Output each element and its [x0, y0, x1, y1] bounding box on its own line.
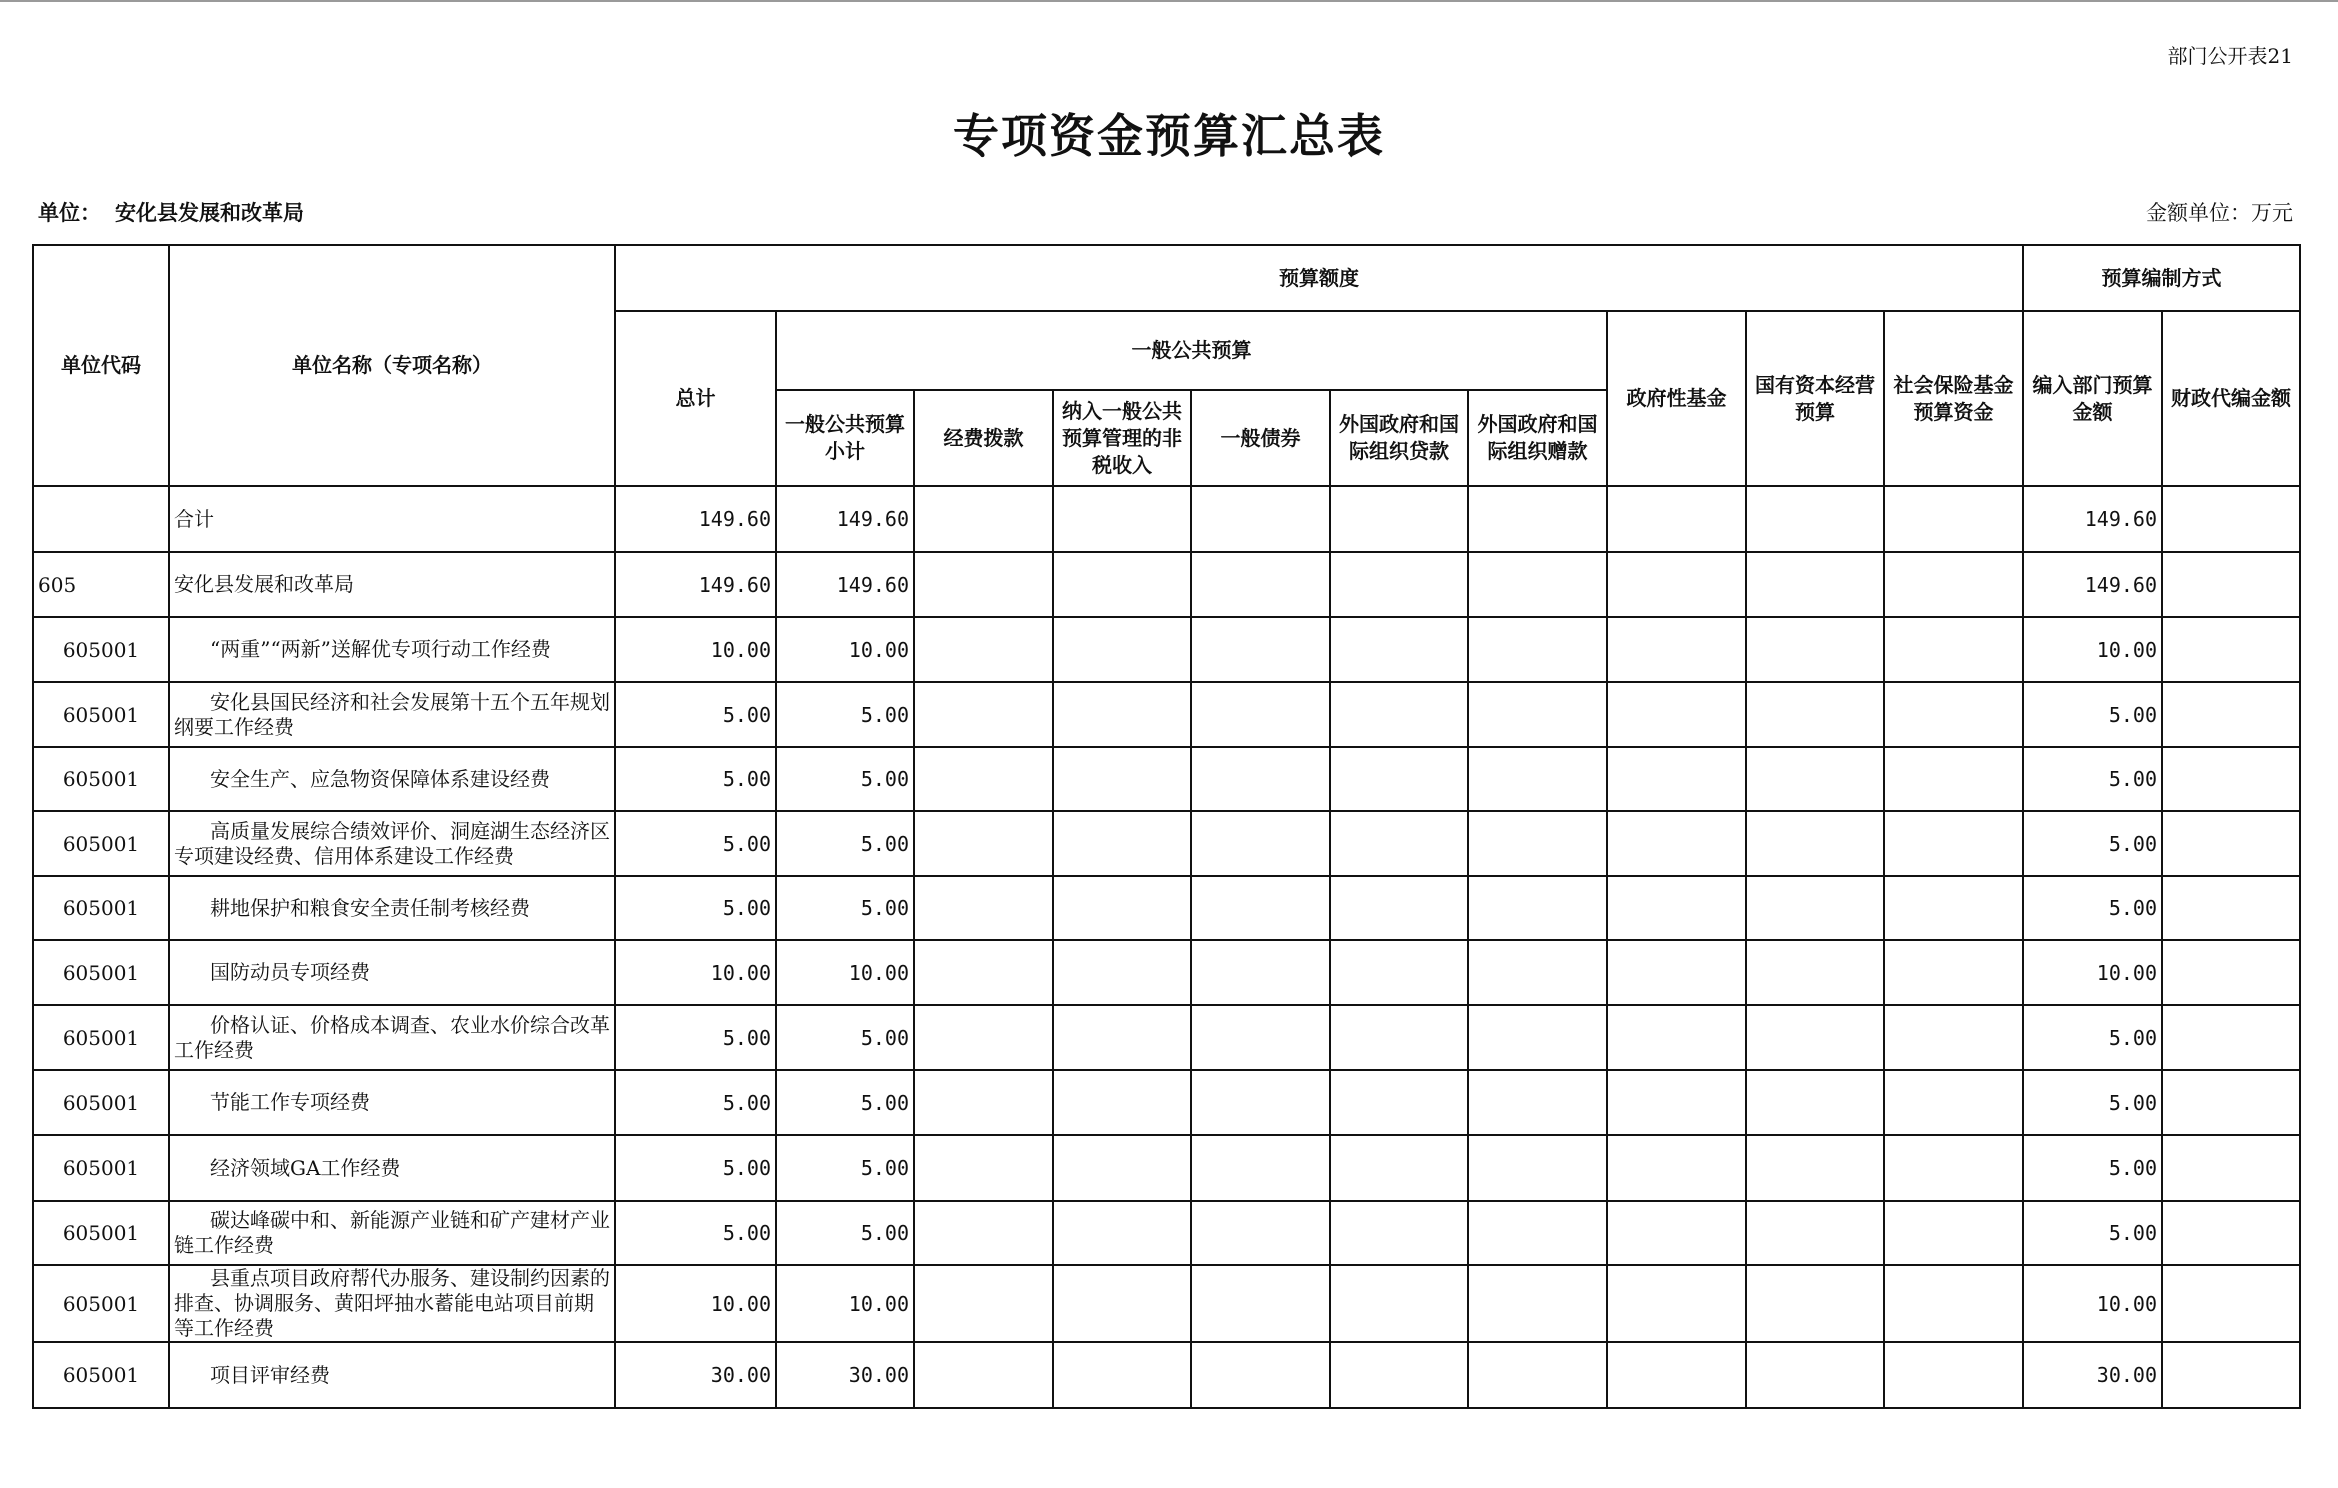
cell-empty	[1746, 811, 1884, 876]
cell-gp-subtotal: 10.00	[776, 617, 914, 682]
cell-empty	[1468, 1201, 1607, 1265]
cell-name-text: 经济领域GA工作经费	[210, 1155, 401, 1180]
cell-empty	[1607, 682, 1746, 747]
cell-empty	[914, 552, 1053, 617]
cell-empty	[1191, 747, 1330, 811]
cell-gp-subtotal: 30.00	[776, 1342, 914, 1408]
cell-empty	[1607, 1005, 1746, 1070]
cell-empty	[1468, 876, 1607, 940]
cell-dept-budget: 30.00	[2023, 1342, 2162, 1408]
cell-empty	[2162, 747, 2300, 811]
cell-empty	[1607, 1070, 1746, 1135]
cell-empty	[1468, 1135, 1607, 1201]
table-row	[33, 876, 2300, 940]
cell-name	[169, 1265, 615, 1342]
cell-name	[169, 1201, 615, 1265]
cell-name	[169, 1070, 615, 1135]
table-row	[33, 747, 2300, 811]
cell-empty	[914, 486, 1053, 552]
table-row	[33, 1135, 2300, 1201]
form-id: 部门公开表21	[2167, 44, 2293, 68]
cell-empty	[1607, 1135, 1746, 1201]
cell-empty	[1607, 552, 1746, 617]
cell-empty	[1191, 1265, 1330, 1342]
cell-name-text: 合计	[174, 506, 214, 531]
cell-name	[169, 1342, 615, 1408]
cell-empty	[1053, 811, 1191, 876]
cell-code: 605001	[33, 747, 169, 811]
cell-empty	[1468, 486, 1607, 552]
cell-empty	[1053, 1070, 1191, 1135]
cell-dept-budget: 5.00	[2023, 682, 2162, 747]
cell-empty	[1053, 747, 1191, 811]
cell-empty	[1746, 1342, 1884, 1408]
budget-method-header: 预算编制方式	[2023, 245, 2300, 311]
cell-empty	[1884, 1342, 2023, 1408]
cell-empty	[1053, 552, 1191, 617]
cell-name-text: 节能工作专项经费	[210, 1090, 370, 1114]
cell-empty	[1468, 1005, 1607, 1070]
cell-total: 5.00	[615, 876, 776, 940]
cell-empty	[1746, 940, 1884, 1005]
cell-empty	[1884, 617, 2023, 682]
cell-total: 10.00	[615, 940, 776, 1005]
cell-empty	[1330, 486, 1468, 552]
col-code-header: 单位代码	[33, 245, 169, 486]
cell-empty	[1330, 682, 1468, 747]
cell-total: 10.00	[615, 617, 776, 682]
table-row	[33, 682, 2300, 747]
cell-empty	[1884, 682, 2023, 747]
cell-empty	[1053, 617, 1191, 682]
cell-gp-subtotal: 10.00	[776, 1265, 914, 1342]
cell-gp-subtotal: 149.60	[776, 552, 914, 617]
cell-empty	[914, 1005, 1053, 1070]
cell-name-text: 价格认证、价格成本调查、农业水价综合改革工作经费	[174, 1012, 610, 1062]
cell-empty	[1746, 1201, 1884, 1265]
cell-empty	[2162, 1342, 2300, 1408]
general-public-header: 一般公共预算	[776, 311, 1607, 390]
cell-empty	[1191, 617, 1330, 682]
cell-empty	[1053, 1201, 1191, 1265]
cell-empty	[2162, 682, 2300, 747]
cell-total: 5.00	[615, 747, 776, 811]
cell-empty	[2162, 1201, 2300, 1265]
cell-gp-subtotal: 5.00	[776, 1005, 914, 1070]
cell-empty	[1746, 1070, 1884, 1135]
cell-empty	[1191, 811, 1330, 876]
cell-empty	[1191, 1201, 1330, 1265]
col-name-header: 单位名称（专项名称）	[169, 245, 615, 486]
cell-empty	[914, 1342, 1053, 1408]
budget-amount-header: 预算额度	[615, 245, 2023, 311]
cell-empty	[2162, 1135, 2300, 1201]
cell-name-text: “两重”“两新”送解优专项行动工作经费	[210, 637, 551, 661]
cell-empty	[1746, 1005, 1884, 1070]
cell-dept-budget: 5.00	[2023, 1005, 2162, 1070]
cell-empty	[1191, 876, 1330, 940]
cell-total: 5.00	[615, 1135, 776, 1201]
cell-empty	[1746, 1135, 1884, 1201]
cell-name-text: 县重点项目政府帮代办服务、建设制约因素的排查、协调服务、黄阳坪抽水蓄能电站项目前期等工作经费	[174, 1266, 610, 1340]
table-row	[33, 1005, 2300, 1070]
table-row	[33, 811, 2300, 876]
cell-code	[33, 486, 169, 552]
cell-empty	[1884, 486, 2023, 552]
cell-name-text: 项目评审经费	[210, 1362, 330, 1387]
cell-total: 5.00	[615, 1005, 776, 1070]
cell-empty	[1330, 552, 1468, 617]
cell-empty	[1053, 940, 1191, 1005]
cell-empty	[914, 1201, 1053, 1265]
col-foreign-grant-header: 外国政府和国际组织赠款	[1468, 390, 1607, 486]
cell-empty	[1330, 617, 1468, 682]
cell-empty	[1053, 1135, 1191, 1201]
cell-code: 605001	[33, 1201, 169, 1265]
cell-empty	[1884, 1005, 2023, 1070]
cell-code: 605001	[33, 682, 169, 747]
cell-total: 149.60	[615, 486, 776, 552]
cell-empty	[1191, 1342, 1330, 1408]
cell-empty	[1746, 682, 1884, 747]
cell-gp-subtotal: 10.00	[776, 940, 914, 1005]
cell-empty	[1191, 1135, 1330, 1201]
cell-code: 605001	[33, 811, 169, 876]
cell-empty	[1468, 1070, 1607, 1135]
cell-dept-budget: 149.60	[2023, 486, 2162, 552]
col-non-tax-header: 纳入一般公共预算管理的非税收入	[1053, 390, 1191, 486]
cell-dept-budget: 10.00	[2023, 940, 2162, 1005]
col-state-capital-header: 国有资本经营预算	[1746, 311, 1884, 486]
cell-name	[169, 552, 615, 617]
cell-gp-subtotal: 5.00	[776, 1070, 914, 1135]
cell-empty	[1607, 1265, 1746, 1342]
table-row	[33, 1342, 2300, 1408]
cell-empty	[914, 1265, 1053, 1342]
cell-name-text: 碳达峰碳中和、新能源产业链和矿产建材产业链工作经费	[174, 1208, 610, 1257]
cell-empty	[1884, 1135, 2023, 1201]
cell-empty	[2162, 940, 2300, 1005]
cell-empty	[1330, 1201, 1468, 1265]
cell-empty	[1607, 876, 1746, 940]
cell-empty	[1330, 747, 1468, 811]
col-fiscal-agent-header: 财政代编金额	[2162, 311, 2300, 486]
unit-name: 安化县发展和改革局	[115, 200, 304, 225]
cell-empty	[1053, 1342, 1191, 1408]
cell-empty	[1330, 1005, 1468, 1070]
table-row	[33, 486, 2300, 552]
cell-empty	[914, 1135, 1053, 1201]
cell-gp-subtotal: 5.00	[776, 876, 914, 940]
cell-total: 5.00	[615, 1070, 776, 1135]
cell-name	[169, 876, 615, 940]
cell-empty	[914, 617, 1053, 682]
col-general-bond-header: 一般债券	[1191, 390, 1330, 486]
cell-empty	[1746, 1265, 1884, 1342]
cell-name-text: 耕地保护和粮食安全责任制考核经费	[210, 895, 530, 920]
cell-empty	[914, 1070, 1053, 1135]
cell-empty	[2162, 617, 2300, 682]
cell-empty	[1607, 811, 1746, 876]
cell-empty	[914, 747, 1053, 811]
cell-empty	[1884, 1265, 2023, 1342]
cell-empty	[1468, 1265, 1607, 1342]
cell-empty	[1053, 876, 1191, 940]
cell-empty	[1330, 1342, 1468, 1408]
cell-empty	[1884, 1201, 2023, 1265]
cell-dept-budget: 5.00	[2023, 1070, 2162, 1135]
col-dept-budget-header: 编入部门预算金额	[2023, 311, 2162, 486]
col-gov-fund-header: 政府性基金	[1607, 311, 1746, 486]
col-foreign-loan-header: 外国政府和国际组织贷款	[1330, 390, 1468, 486]
cell-code: 605001	[33, 1005, 169, 1070]
table-row	[33, 1265, 2300, 1342]
cell-empty	[914, 682, 1053, 747]
cell-gp-subtotal: 5.00	[776, 811, 914, 876]
cell-total: 5.00	[615, 1201, 776, 1265]
cell-total: 5.00	[615, 682, 776, 747]
cell-dept-budget: 10.00	[2023, 1265, 2162, 1342]
cell-empty	[2162, 1265, 2300, 1342]
cell-empty	[1191, 1070, 1330, 1135]
cell-empty	[1053, 682, 1191, 747]
cell-total: 30.00	[615, 1342, 776, 1408]
cell-empty	[2162, 486, 2300, 552]
cell-empty	[1746, 747, 1884, 811]
cell-empty	[1607, 617, 1746, 682]
cell-empty	[1607, 747, 1746, 811]
cell-gp-subtotal: 5.00	[776, 747, 914, 811]
cell-empty	[1191, 940, 1330, 1005]
cell-empty	[1884, 940, 2023, 1005]
cell-empty	[1884, 747, 2023, 811]
cell-empty	[2162, 1005, 2300, 1070]
top-border	[0, 0, 2338, 2]
cell-empty	[1053, 1005, 1191, 1070]
cell-code: 605001	[33, 876, 169, 940]
cell-empty	[1746, 552, 1884, 617]
table-row	[33, 617, 2300, 682]
cell-total: 149.60	[615, 552, 776, 617]
cell-empty	[2162, 811, 2300, 876]
cell-empty	[1468, 747, 1607, 811]
cell-empty	[1746, 876, 1884, 940]
cell-dept-budget: 10.00	[2023, 617, 2162, 682]
cell-empty	[1468, 940, 1607, 1005]
cell-empty	[1191, 1005, 1330, 1070]
cell-empty	[1330, 1070, 1468, 1135]
cell-name	[169, 1135, 615, 1201]
cell-name-text: 高质量发展综合绩效评价、洞庭湖生态经济区专项建设经费、信用体系建设工作经费	[174, 818, 610, 868]
cell-gp-subtotal: 5.00	[776, 1201, 914, 1265]
cell-empty	[1330, 811, 1468, 876]
cell-empty	[1468, 682, 1607, 747]
cell-empty	[1884, 811, 2023, 876]
cell-name-text: 安化县发展和改革局	[174, 572, 354, 596]
cell-name	[169, 617, 615, 682]
cell-empty	[1884, 1070, 2023, 1135]
amount-unit: 金额单位：万元	[2146, 201, 2293, 225]
table-body	[33, 486, 2300, 1408]
cell-empty	[914, 940, 1053, 1005]
table-row	[33, 940, 2300, 1005]
cell-dept-budget: 5.00	[2023, 1201, 2162, 1265]
cell-name	[169, 1005, 615, 1070]
cell-gp-subtotal: 5.00	[776, 1135, 914, 1201]
cell-code: 605001	[33, 1342, 169, 1408]
cell-empty	[1746, 486, 1884, 552]
cell-name-text: 国防动员专项经费	[210, 960, 370, 984]
cell-empty	[1191, 486, 1330, 552]
cell-dept-budget: 5.00	[2023, 1135, 2162, 1201]
cell-empty	[1607, 486, 1746, 552]
cell-empty	[1330, 940, 1468, 1005]
cell-dept-budget: 5.00	[2023, 876, 2162, 940]
cell-code: 605001	[33, 940, 169, 1005]
cell-empty	[1468, 1342, 1607, 1408]
cell-empty	[1191, 552, 1330, 617]
cell-empty	[1746, 617, 1884, 682]
cell-empty	[1884, 876, 2023, 940]
table-row	[33, 1201, 2300, 1265]
page-title: 专项资金预算汇总表	[953, 109, 1385, 163]
cell-empty	[1468, 811, 1607, 876]
table-row	[33, 1070, 2300, 1135]
cell-name	[169, 747, 615, 811]
col-total-header: 总计	[615, 311, 776, 486]
cell-empty	[2162, 1070, 2300, 1135]
cell-name-text: 安化县国民经济和社会发展第十五个五年规划纲要工作经费	[174, 689, 610, 739]
cell-empty	[1053, 486, 1191, 552]
table-row	[33, 552, 2300, 617]
cell-empty	[1468, 617, 1607, 682]
cell-name	[169, 682, 615, 747]
cell-empty	[1468, 552, 1607, 617]
cell-code: 605001	[33, 1070, 169, 1135]
cell-dept-budget: 5.00	[2023, 747, 2162, 811]
cell-empty	[914, 811, 1053, 876]
budget-table	[32, 244, 2301, 1409]
unit-label: 单位：	[38, 200, 101, 225]
cell-empty	[1607, 940, 1746, 1005]
col-funding-allocation-header: 经费拨款	[914, 390, 1053, 486]
cell-empty	[914, 876, 1053, 940]
cell-name-text: 安全生产、应急物资保障体系建设经费	[210, 766, 550, 791]
cell-dept-budget: 149.60	[2023, 552, 2162, 617]
cell-code: 605001	[33, 617, 169, 682]
cell-empty	[1884, 552, 2023, 617]
cell-empty	[1330, 1265, 1468, 1342]
cell-code: 605001	[33, 1265, 169, 1342]
cell-empty	[1607, 1201, 1746, 1265]
cell-gp-subtotal: 149.60	[776, 486, 914, 552]
unit-info	[38, 197, 304, 227]
cell-empty	[1053, 1265, 1191, 1342]
cell-total: 10.00	[615, 1265, 776, 1342]
cell-code: 605	[33, 552, 169, 617]
cell-code: 605001	[33, 1135, 169, 1201]
cell-empty	[1330, 1135, 1468, 1201]
cell-gp-subtotal: 5.00	[776, 682, 914, 747]
cell-empty	[2162, 876, 2300, 940]
cell-empty	[1191, 682, 1330, 747]
cell-name	[169, 486, 615, 552]
cell-name	[169, 811, 615, 876]
cell-empty	[2162, 552, 2300, 617]
cell-name	[169, 940, 615, 1005]
cell-total: 5.00	[615, 811, 776, 876]
cell-dept-budget: 5.00	[2023, 811, 2162, 876]
cell-empty	[1607, 1342, 1746, 1408]
cell-empty	[1330, 876, 1468, 940]
col-gp-subtotal-header: 一般公共预算小计	[776, 390, 914, 486]
col-social-insurance-header: 社会保险基金预算资金	[1884, 311, 2023, 486]
